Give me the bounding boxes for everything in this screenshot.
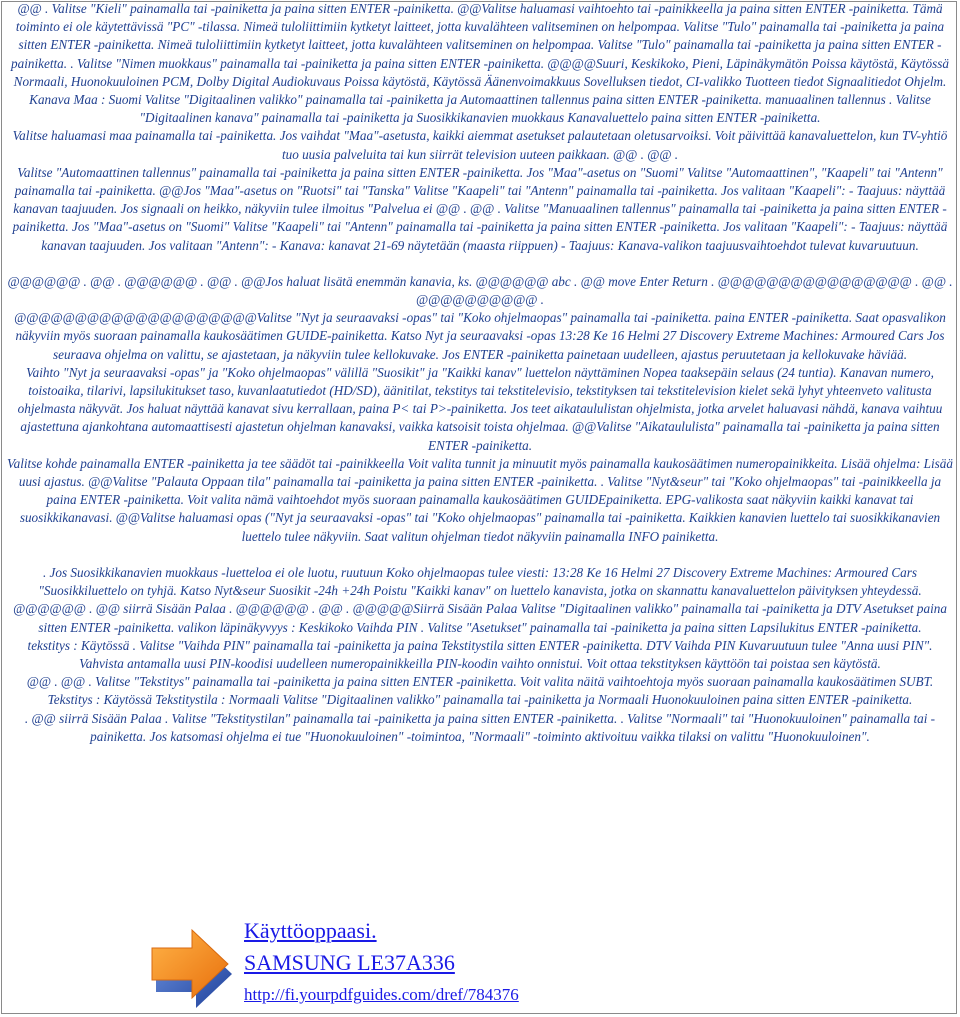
paragraph-spacer [4, 546, 956, 564]
footer [150, 914, 710, 1014]
paragraph: Vaihto "Nyt ja seuraavaksi -opas" ja "Koko ohjelmaopas" välillä "Suosikit" ja "Kaikki kanav" luettelon näyttäminen Nopea taaksepäin selaus (24 tuntia). Kanavan numero, toistoaika, tilarivi, lapsilukitukset taso, kuvanlaatutiedot (HD/SD), äänitilat, tekstitys tai tekstitelevisio, tekstityksen tai tekstitelevision kielet sekä lyhyt yhteenveto valitusta ohjelmasta näkyvät. Jos haluat näyttää kanavat sivu kerrallaan, paina P< tai P>-painiketta. Jos teet aikataululistan ohjelmista, jotka arvelet haluavasi nähdä, kanava vaihtuu ajastettuna ajankohtana automaattisesti ajastetun ohjelman kanavaksi, vaikka katsoisit toista ohjelmaa. @@Valitse "Aikataululista" painamalla tai -painiketta ja paina sitten ENTER -painiketta. [17, 364, 943, 453]
paragraph: . Jos Suosikkikanavien muokkaus -luetteloa ei ole luotu, ruutuun Koko ohjelmaopas tulee viesti: 13:28 Ke 16 Helmi 27 Discovery Extreme Machines: Armoured Cars "Suosikkiluettelo on tyhjä. Katso Nyt&seur Suosikit -24h +24h Poistu "Kaikki kanav" on luettelo kanavista, jotka on skannattu kanavaluettelon päivityksen yhteydessä. @@@@@@ . @@ siirrä Sisään Palaa . @@@@@@ . @@ . @@@@@Siirrä Sisään Palaa Valitse "Digitaalinen valikko" painamalla tai -painiketta ja DTV Asetukset paina sitten ENTER -painiketta. valikon läpinäkyvyys : Keskikoko Vaihda PIN . Valitse "Asetukset" painamalla tai -painiketta ja paina sitten Lapsilukitus ENTER -painiketta. [13, 564, 947, 635]
paragraph-spacer [4, 255, 956, 273]
paragraph: Valitse haluamasi maa painamalla tai -painiketta. Jos vaihdat "Maa"-asetusta, kaikki aiemmat asetukset palautetaan oletusarvoiksi. Voit päivittää kanavaluettelon, kun TV-yhtiö tuo uusia palveluita tai kun siirrät television uuteen paikkaan. @@ . @@ . [12, 128, 948, 162]
paragraph: @@@@@@@@@@@@@@@@@@@@Valitse "Nyt ja seuraavaksi -opas" tai "Koko ohjelmaopas" painamalla tai -painiketta. paina ENTER -painiketta. Saat opasvalikon näkyviin myös suoraan painamalla kaukosäätimen GUIDE-painiketta. Katso Nyt ja seuraavaksi -opas 13:28 Ke 16 Helmi 27 Discovery Extreme Machines: Armoured Cars Jos seuraava ohjelma on valittu, se ajastetaan, ja näkyviin tulee kellokuvake. Jos ENTER -painiketta painetaan uudelleen, ajastus peruutetaan ja kellokuvake häviää. [14, 310, 946, 362]
paragraph: tekstitys : Käytössä . Valitse "Vaihda PIN" painamalla tai -painiketta ja paina Tekstitystila sitten ENTER -painiketta. DTV Vaihda PIN Kuvaruutuun tulee "Anna uusi PIN". Vahvista antamalla uusi PIN-koodisi uudelleen numeropainikkeilla PIN-koodin vaihto onnistui. Voit ottaa tekstityksen käyttöön tai poistaa sen käytöstä. [27, 637, 933, 671]
arrow-right-icon [150, 918, 236, 1012]
model-link[interactable]: SAMSUNG LE37A336 [244, 950, 455, 975]
user-guide-link[interactable]: Käyttöoppaasi. [244, 918, 377, 943]
document-body [4, 0, 956, 746]
footer-links [244, 918, 519, 1008]
paragraph: @@ . @@ . Valitse "Tekstitys" painamalla tai -painiketta ja paina sitten ENTER -painiketta. Voit valita näitä vaihtoehtoja myös suoraan painamalla kaukosäätimen SUBT. Tekstitys : Käytössä Tekstitystila : Normaali Valitse "Digitaalinen valikko" painamalla tai -painiketta ja Normaali Huonokuuloinen paina sitten ENTER -painiketta. [26, 674, 934, 708]
paragraph: @@@@@@ . @@ . @@@@@@ . @@ . @@Jos haluat lisätä enemmän kanavia, ks. @@@@@@ abc . @@ move Enter Return . @@@@@@@@@@@@@@@@ . @@ . @@@@@@@@@@ . [7, 273, 953, 308]
paragraph: Valitse "Automaattinen tallennus" painamalla tai -painiketta ja paina sitten ENTER -painiketta. Jos "Maa"-asetus on "Suomi" Valitse "Automaattinen", "Kaapeli" tai "Antenn" painamalla tai -painiketta. @@Jos "Maa"-asetus on "Ruotsi" tai "Tanska" Valitse "Kaapeli" tai "Antenn" painamalla tai -painiketta. Jos valitaan "Kaapeli": - Taajuus: näyttää kanavan taajuuden. Jos signaali on heikko, näkyviin tulee ilmoitus "Palvelua ei @@ . @@ . Valitse "Manuaalinen tallennus" painamalla tai -painiketta ja paina sitten ENTER -painiketta. Jos "Maa"-asetus on "Suomi" Valitse "Kaapeli" tai "Antenn" painamalla tai -painiketta ja paina sitten ENTER -painiketta. Jos valitaan "Kaapeli": - Taajuus: näyttää kanavan taajuuden. Jos valitaan "Antenn": - Kanava: kanavat 21-69 näytetään (maasta riippuen) - Taajuus: Kanava-valikon taajuusvaihtoehdot tulevat kuvaruutuun. [12, 164, 948, 253]
paragraph: . @@ siirrä Sisään Palaa . Valitse "Tekstitystilan" painamalla tai -painiketta ja paina sitten ENTER -painiketta. . Valitse "Normaali" tai "Huonokuuloinen" painamalla tai -painiketta. Jos katsomasi ohjelma ei tue "Huonokuuloinen" -toimintoa, "Normaali" -toiminto aktivoituu vaikka tilaksi on valittu "Huonokuuloinen". [24, 710, 936, 744]
guide-url-link[interactable]: http://fi.yourpdfguides.com/dref/784376 [244, 985, 519, 1004]
paragraph: @@ . Valitse "Kieli" painamalla tai -painiketta ja paina sitten ENTER -painiketta. @@Valitse haluamasi vaihtoehto tai -painikkeella ja paina sitten ENTER -painiketta. Tämä toiminto ei ole käytettävissä "PC" -tilassa. Nimeä tuloliittimiin kytketyt laitteet, jotta kuvalähteen valitseminen on helpompaa. Valitse "Tulo" painamalla tai -painiketta ja paina sitten ENTER -painiketta. Nimeä tuloliittimiin kytketyt laitteet, jotta kuvalähteen valitseminen on helpompaa. Valitse "Tulo" painamalla tai -painiketta ja paina sitten ENTER -painiketta. . Valitse "Nimen muokkaus" painamalla tai -painiketta ja paina sitten ENTER -painiketta. @@@@Suuri, Keskikoko, Pieni, Läpinäkymätön Poissa käytöstä, Käytössä Normaali, Huonokuuloinen PCM, Dolby Digital Audiokuvaus Poissa käytöstä, Käytössä Äänenvoimakkuus Sovelluksen tiedot, CI-valikko Tuotteen tiedot Signaalitiedot Ohjelm. Kanava Maa : Suomi Valitse "Digitaalinen valikko" painamalla tai -painiketta ja Automaattinen tallennus paina sitten ENTER -painiketta. manuaalinen tallennus . Valitse "Digitaalinen kanava" painamalla tai -painiketta ja Suosikkikanavien muokkaus Kanavaluettelo paina sitten ENTER -painiketta. [11, 1, 949, 126]
paragraph: Valitse kohde painamalla ENTER -painiketta ja tee säädöt tai -painikkeella Voit valita tunnit ja minuutit myös painamalla kaukosäätimen numeropainikkeita. Lisää ohjelma: Lisää uusi ajastus. @@Valitse "Palauta Oppaan tila" painamalla tai -painiketta ja paina sitten ENTER -painiketta. . Valitse "Nyt&seur" tai "Koko ohjelmaopas" tai -painikkeella ja paina ENTER -painiketta. Voit valita nämä vaihtoehdot myös suoraan painamalla kaukosäätimen GUIDEpainiketta. EPG-valikosta saat näkyviin kaikki kanavat tai suosikkikanavasi. @@Valitse haluamasi opas ("Nyt ja seuraavaksi -opas" tai "Koko ohjelmaopas" painamalla tai -painiketta. Kaikkien kanavien luettelo tai suosikkikanavien luettelo tulee näkyviin. Saat valitun ohjelman tiedot näkyviin painamalla INFO painiketta. [7, 455, 953, 544]
